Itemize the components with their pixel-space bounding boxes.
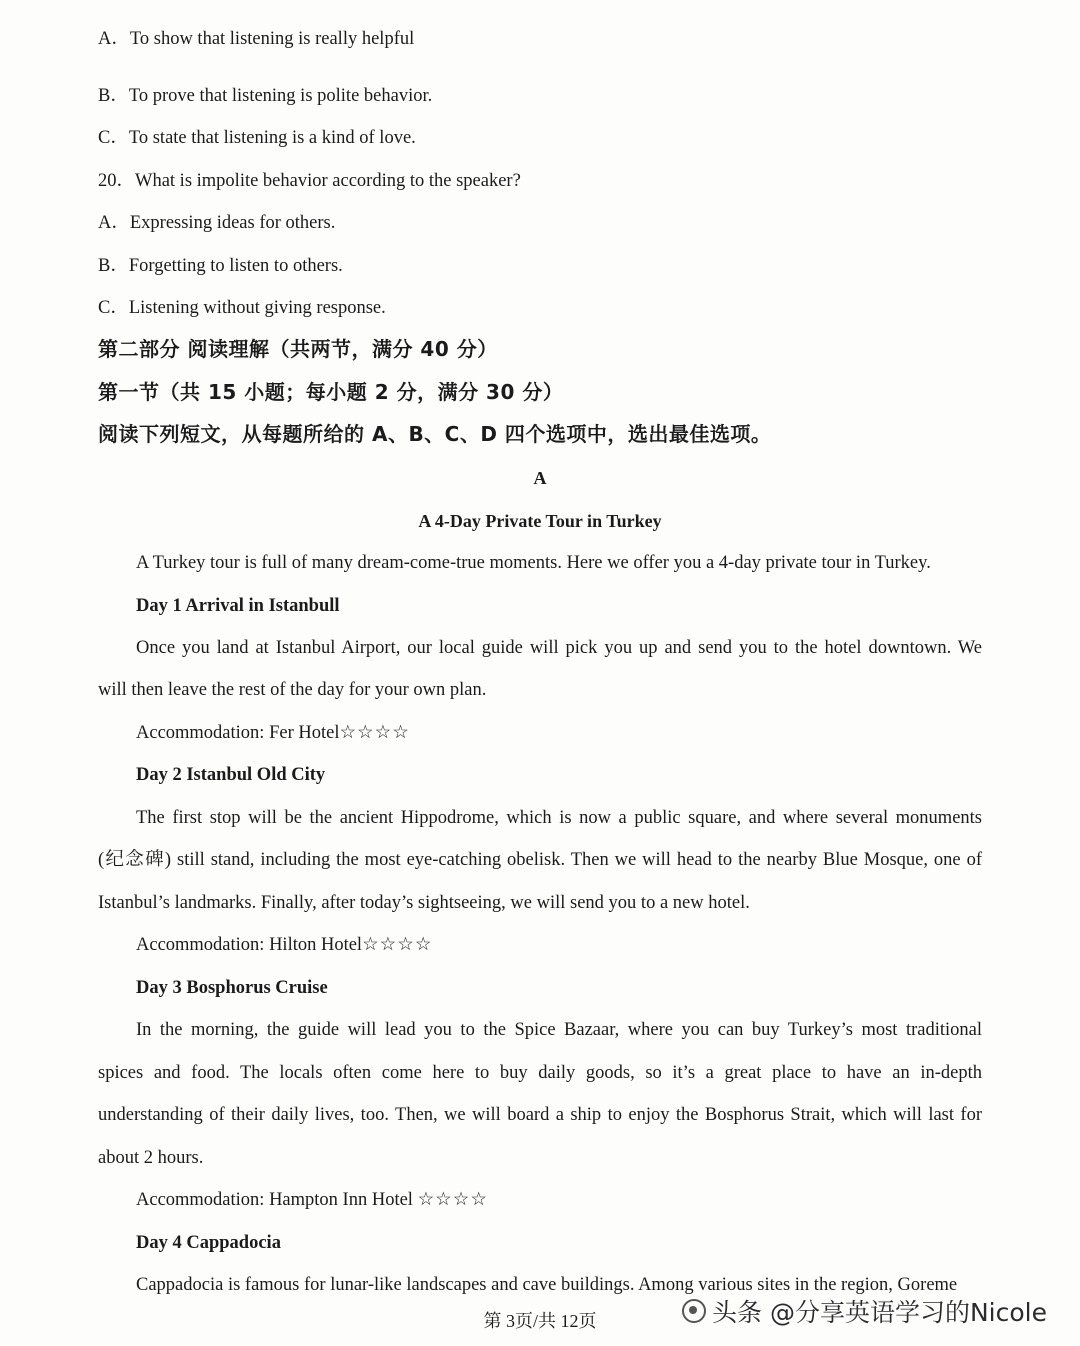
day3-line-2: spices and food. The locals often come here to buy daily goods, so it’s a great place to have an in-depth — [98, 1063, 982, 1083]
star-rating: ☆☆☆☆ — [417, 1190, 488, 1210]
day3-heading: Day 3 Bosphorus Cruise — [136, 978, 328, 998]
day3-line-4: about 2 hours. — [98, 1148, 204, 1168]
star-rating: ☆☆☆☆ — [339, 723, 410, 743]
day1-heading: Day 1 Arrival in Istanbull — [136, 596, 340, 616]
day4-heading: Day 4 Cappadocia — [136, 1233, 281, 1253]
passage-label: A — [533, 468, 547, 488]
reading-instruction: 阅读下列短文，从每题所给的 A、B、C、D 四个选项中，选出最佳选项。 — [98, 422, 772, 446]
q19-option-a: A．To show that listening is really helpful — [98, 29, 415, 49]
day1-line-2: will then leave the rest of the day for your own plan. — [98, 680, 487, 700]
passage-intro: A Turkey tour is full of many dream-come-true moments. Here we offer you a 4-day private tour in Turkey. — [136, 553, 931, 573]
q20-option-c: C．Listening without giving response. — [98, 298, 386, 318]
star-rating: ☆☆☆☆ — [362, 935, 433, 955]
day2-line-2: (纪念碑) still stand, including the most eye-catching obelisk. Then we will head to the nearby Blue Mosque, one of — [98, 850, 982, 870]
day2-line-1: The first stop will be the ancient Hippodrome, which is now a public square, and where several monuments — [136, 808, 982, 828]
day1-line-1: Once you land at Istanbul Airport, our local guide will pick you up and send you to the hotel downtown. We — [136, 638, 982, 658]
day1-accommodation — [136, 721, 410, 745]
day2-heading: Day 2 Istanbul Old City — [136, 765, 326, 785]
section1-heading: 第一节（共 15 小题；每小题 2 分，满分 30 分） — [98, 380, 564, 404]
watermark — [682, 1291, 1047, 1331]
day3-accommodation — [136, 1188, 488, 1212]
day2-accommodation-text: Accommodation: Hilton Hotel — [136, 935, 363, 955]
passage-title: A 4-Day Private Tour in Turkey — [418, 511, 662, 531]
q19-option-c: C．To state that listening is a kind of love. — [98, 128, 416, 148]
watermark-text: 头条 @分享英语学习的Nicole — [712, 1298, 1047, 1327]
day4-line-1: Cappadocia is famous for lunar-like landscapes and cave buildings. Among various sites in the region, Goreme — [136, 1275, 958, 1295]
page-number: 第 3页/共 12页 — [483, 1311, 597, 1331]
day3-accommodation-text: Accommodation: Hampton Inn Hotel — [136, 1190, 418, 1210]
q20-option-b: B．Forgetting to listen to others. — [98, 256, 343, 276]
day3-line-1: In the morning, the guide will lead you to the Spice Bazaar, where you can buy Turkey’s most traditional — [136, 1020, 982, 1040]
q20-question: 20．What is impolite behavior according to the speaker? — [98, 171, 521, 191]
q19-option-b: B．To prove that listening is polite behavior. — [98, 86, 433, 106]
day2-accommodation — [136, 933, 432, 957]
day1-accommodation-text: Accommodation: Fer Hotel — [136, 723, 340, 743]
part2-heading: 第二部分 阅读理解（共两节，满分 40 分） — [98, 337, 498, 361]
day2-line-3: Istanbul’s landmarks. Finally, after today’s sightseeing, we will send you to a new hotel. — [98, 893, 750, 913]
q20-option-a: A．Expressing ideas for others. — [98, 213, 336, 233]
watermark-logo-icon — [682, 1299, 706, 1323]
day3-line-3: understanding of their daily lives, too. Then, we will board a ship to enjoy the Bosphorus Strait, which will last for — [98, 1105, 982, 1125]
